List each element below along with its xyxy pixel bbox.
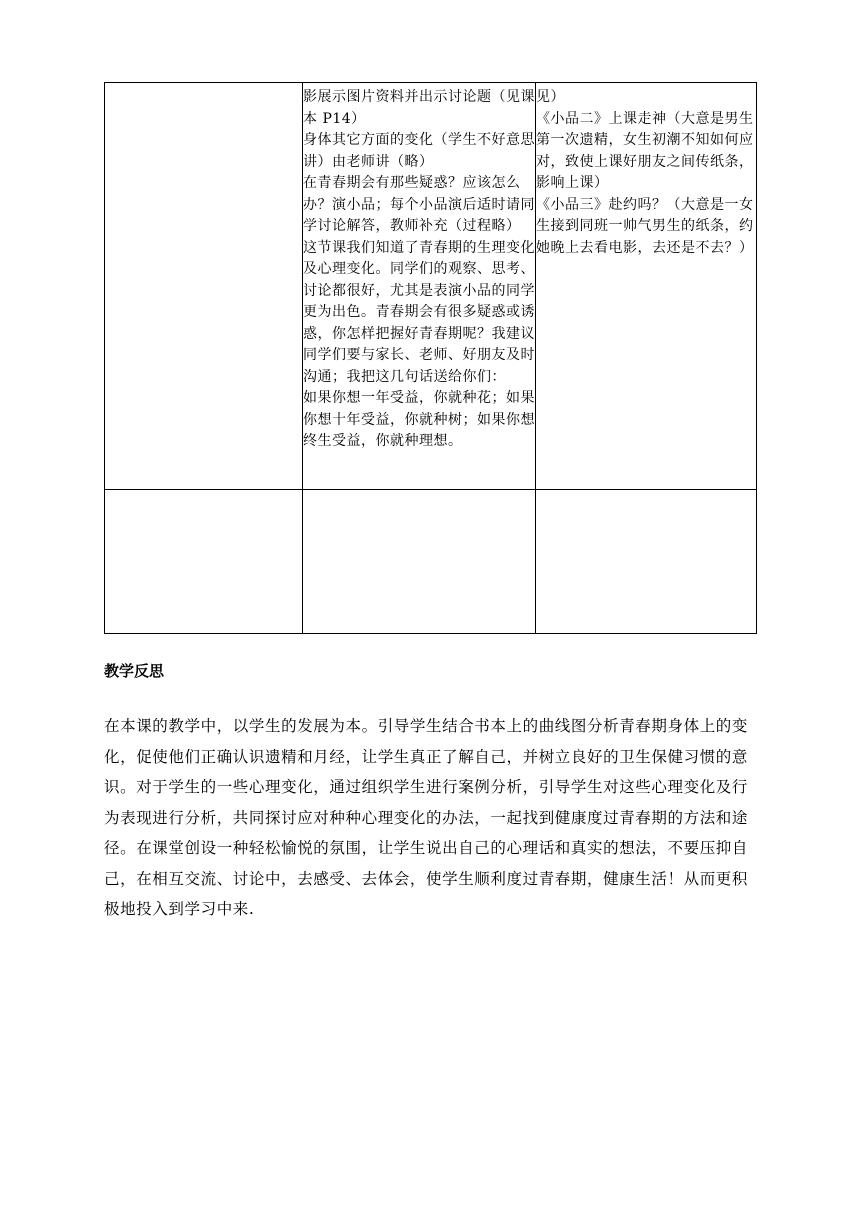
cell-paragraph: 见） <box>536 89 565 105</box>
table-cell-empty <box>105 490 303 634</box>
table-row <box>105 490 757 634</box>
cell-paragraph: 身体其它方面的变化（学生不好意思讲）由老师讲（略） <box>303 132 535 170</box>
cell-paragraph: 《小品三》赴约吗？（大意是一女生接到同班一帅气男生的纸条，约她晚上去看电影，去还是不去？） <box>536 196 754 256</box>
table-cell-student-activity <box>536 83 757 490</box>
reflection-paragraph: 在本课的教学中，以学生的发展为本。引导学生结合书本上的曲线图分析青春期身体上的变化，促使他们正确认识遗精和月经，让学生真正了解自己，并树立良好的卫生保健习惯的意识。对于学生的一些心理变化，通过组织学生进行案例分析，引导学生对这些心理变化及行为表现进行分析，共同探讨应对种种心理变化的办法，一起找到健康度过青春期的方法和途径。在课堂创设一种轻松愉悦的氛围，让学生说出自己的心理话和真实的想法，不要压抑自己，在相互交流、讨论中，去感受、去体会，使学生顺利度过青春期，健康生活！从而更积极地投入到学习中来. <box>104 717 749 918</box>
table-row <box>105 83 757 490</box>
table-cell-empty <box>536 490 757 634</box>
cell-paragraph: 这节课我们知道了青春期的生理变化及心理变化。同学们的观察、思考、讨论都很好，尤其是表演小品的同学更为出色。青春期会有很多疑惑或诱惑，你怎样把握好青春期呢？我建议同学们要与家长、老师、好朋友及时沟通；我把这几句话送给你们： <box>303 239 535 385</box>
cell-paragraph: 影展示图片资料并出示讨论题（见课本 P14） <box>303 89 535 127</box>
table-cell-activity <box>105 83 303 490</box>
cell-paragraph: 在青春期会有那些疑惑？应该怎么办？演小品；每个小品演后适时请同学讨论解答，教师补充（过程略） <box>303 175 535 234</box>
lesson-plan-table <box>104 82 757 634</box>
table-cell-empty <box>303 490 536 634</box>
cell-paragraph: 如果你想一年受益，你就种花；如果你想十年受益，你就种树；如果你想终生受益，你就种理想。 <box>303 390 535 449</box>
table-cell-teacher-activity <box>303 83 536 490</box>
reflection-heading: 教学反思 <box>104 662 165 680</box>
cell-paragraph: 《小品二》上课走神（大意是男生第一次遗精，女生初潮不知如何应对，致使上课好朋友之间传纸条，影响上课） <box>536 110 754 191</box>
